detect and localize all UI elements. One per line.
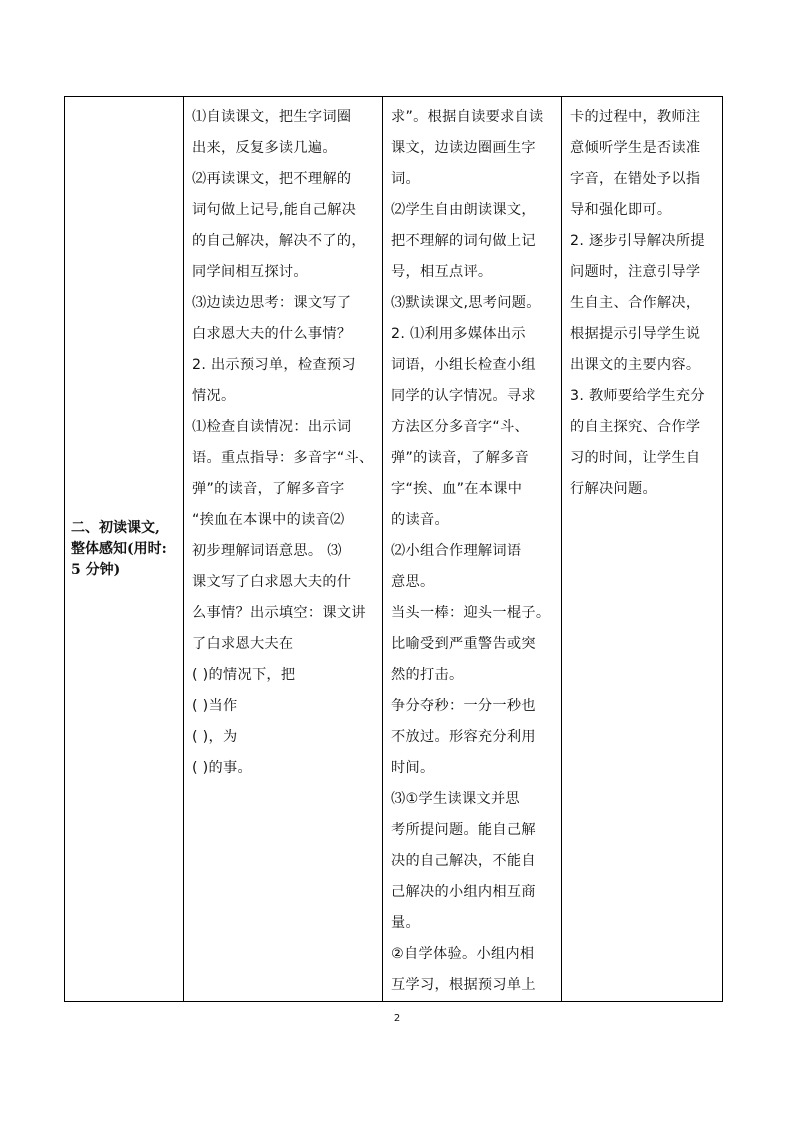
text-line: 5 分钟) [71,561,121,578]
text-line: 互学习，根据预习单上 [391,977,536,993]
text-line: 当头一棒：迎头一棍子。 [391,605,551,621]
text-line: 2. 出示预习单，检查预习 [192,357,356,373]
page-number: 2 [393,1013,401,1024]
text-line: ⑶默读课文,思考问题。 [391,295,541,311]
text-line: 白求恩大夫的什么事情？ [192,326,352,342]
text-line: ⑵再读课文，把不理解的 [192,171,352,187]
text-line: 出课文的主要内容。 [570,357,701,373]
text-line: ⑵小组合作理解词语 [391,543,522,559]
text-line: 2. 逐步引导解决所提 [570,233,705,249]
text-line: ⑵学生自由朗读课文， [391,202,536,218]
text-line: 词语，小组长检查小组 [391,357,536,373]
text-line: ⑴自读课文，把生字词圈 [192,109,352,125]
text-line: 词句做上记号,能自己解决 [192,202,357,218]
text-line: ②自学体验。小组内相 [391,946,535,962]
teacher-activity-cell [184,97,383,1002]
student-activity-cell [383,97,562,1002]
text-line: 2. ⑴利用多媒体出示 [391,326,526,342]
text-line: 争分夺秒：一分一秒也 [391,698,536,714]
text-line: 行解决问题。 [570,481,657,497]
text-line: 同学间相互探讨。 [192,264,308,280]
text-line: 求”。根据自读要求自读 [391,109,544,125]
text-line: “挨血在本课中的读音⑵ [192,512,345,528]
text-line: 根据提示引导学生说 [570,326,701,342]
text-line: 量。 [391,915,420,931]
text-line: ( )的事。 [192,760,252,776]
text-line: 二、初读课文, [71,519,160,536]
text-line: 同学的认字情况。寻求 [391,388,536,404]
text-line: 了白求恩大夫在 [192,636,294,652]
text-line: 整体感知(用时: [71,540,167,557]
teacher-activity-text [184,97,382,784]
text-line: 弹”的读音，了解多音字 [192,481,345,497]
text-line: 习的时间，让学生自 [570,450,701,466]
text-line: ( )当作 [192,698,238,714]
text-line: 号，相互点评。 [391,264,493,280]
text-line: 初步理解词语意思。 ⑶ [192,543,342,559]
text-line: 的读音。 [391,512,449,528]
text-line: 卡的过程中，教师注 [570,109,701,125]
text-line: 比喻受到严重警告或突 [391,636,536,652]
text-line: 词。 [391,171,420,187]
text-line: 情况。 [192,388,236,404]
text-line: 考所提问题。能自己解 [391,822,536,838]
text-line: 的自主探究、合作学 [570,419,701,435]
text-line: 弹”的读音，了解多音 [391,450,530,466]
text-line: 不放过。形容充分利用 [391,729,536,745]
text-line: 意倾听学生是否读准 [570,140,701,156]
stage-cell [65,97,184,1002]
table-row [65,97,723,1002]
text-line: 导和强化即可。 [570,202,672,218]
text-line: 决的自己解决，不能自 [391,853,536,869]
text-line: 己解决的小组内相互商 [391,884,536,900]
text-line: 字音，在错处予以指 [570,171,701,187]
design-intent-text [562,97,722,505]
text-line: 么事情？出示填空：课文讲 [192,605,366,621]
text-line: 字“挨、血”在本课中 [391,481,523,497]
text-line: ⑶①学生读课文并思 [391,791,520,807]
student-activity-text [383,97,561,1001]
text-line: 把不理解的词句做上记 [391,233,536,249]
stage-label [65,518,183,581]
text-line: 课文写了白求恩大夫的什 [192,574,352,590]
text-line: 3. 教师要给学生充分 [570,388,705,404]
text-line: ⑶边读边思考：课文写了 [192,295,352,311]
text-line: 意思。 [391,574,435,590]
text-line: 出来，反复多读几遍。 [192,140,337,156]
lesson-plan-table [64,96,723,1002]
design-intent-cell [562,97,723,1002]
text-line: 时间。 [391,760,435,776]
text-line: 问题时，注意引导学 [570,264,701,280]
text-line: ( )，为 [192,729,238,745]
text-line: 课文，边读边圈画生字 [391,140,536,156]
text-line: ( )的情况下，把 [192,667,296,683]
text-line: 方法区分多音字“斗、 [391,419,530,435]
text-line: 生自主、合作解决， [570,295,701,311]
text-line: ⑴检查自读情况：出示词 [192,419,352,435]
text-line: 然的打击。 [391,667,464,683]
text-line: 语。重点指导：多音字“斗、 [192,450,374,466]
text-line: 的自己解决，解决不了的， [192,233,366,249]
